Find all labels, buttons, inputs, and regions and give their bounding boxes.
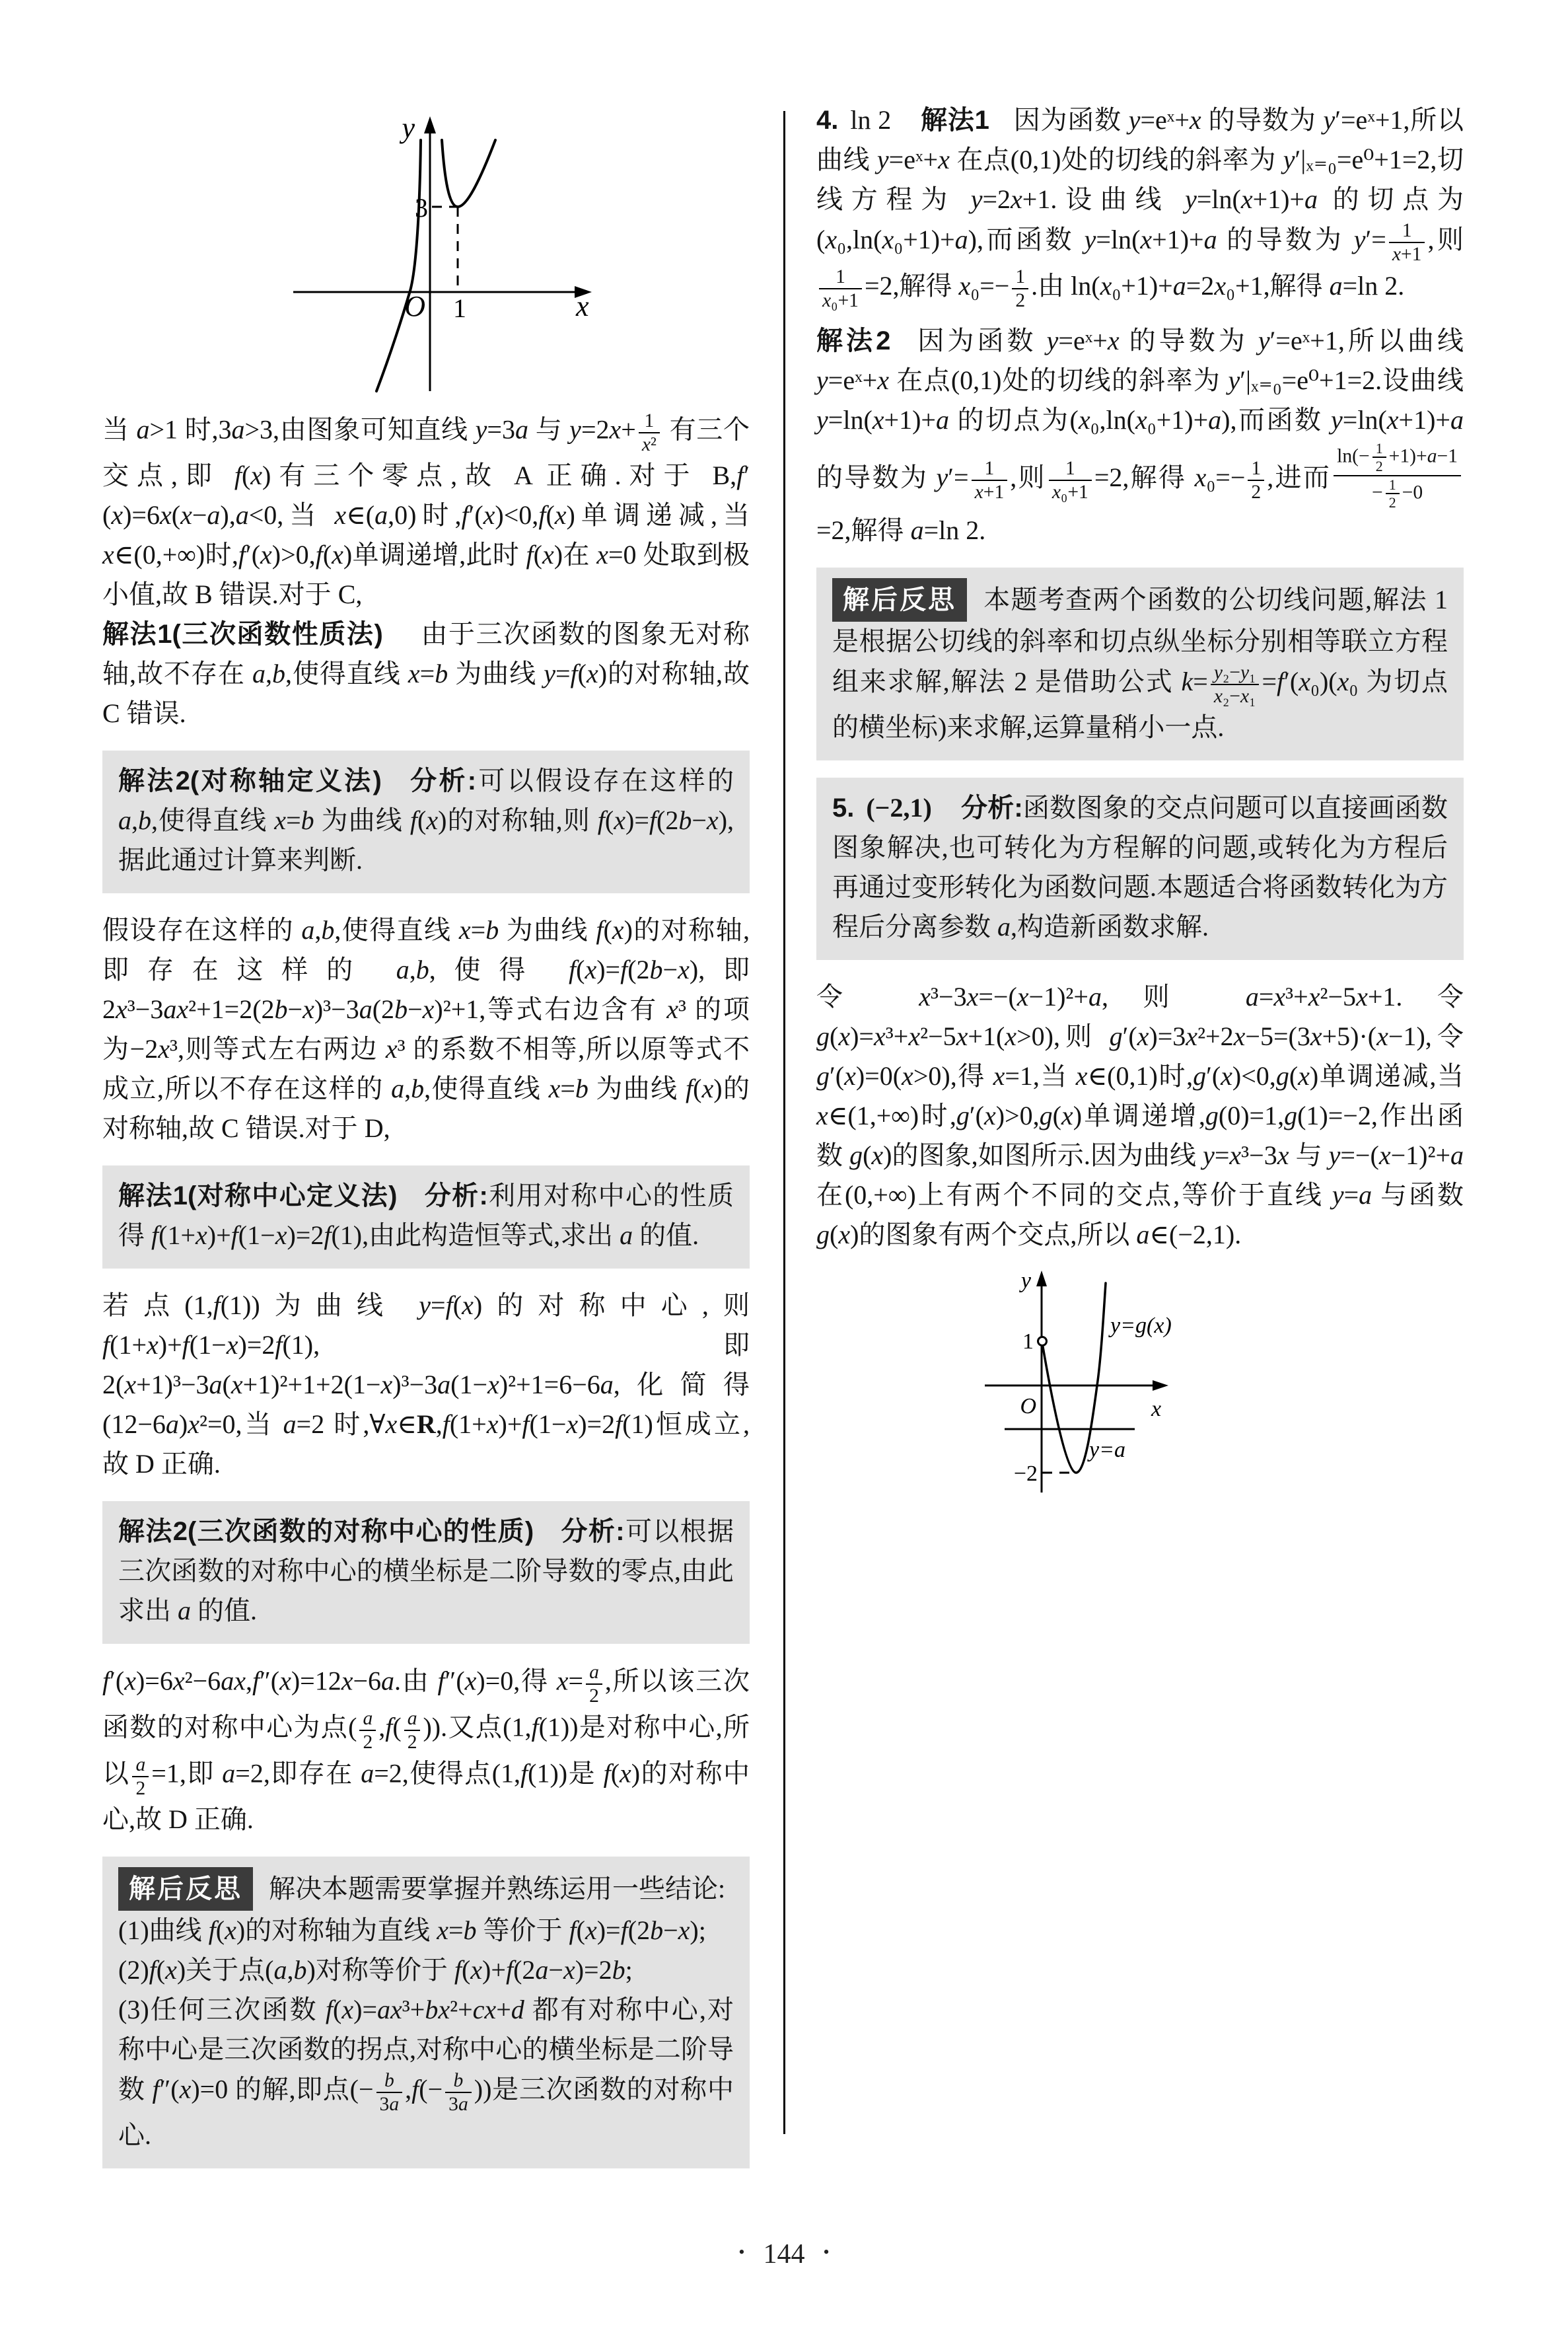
figure-2-svg [978,1267,1242,1504]
method-heading: 解法1(三次函数性质法) [102,620,383,649]
figure-cubic-and-hyperbola-graph [291,114,594,399]
question-4-solution-1 [816,100,1464,312]
reflection-intro-line [118,1867,734,1911]
analysis-text: 可以假设存在这样的 a,b,使得直线 x=b 为曲线 f(x)的对称轴,则 f(x)=f(2b−x),据此通过计算来判断. [118,766,734,875]
right-column [816,100,1464,1504]
analysis-label: 分析: [423,1181,488,1211]
figure-1-svg [291,114,594,399]
method-text: 由于三次函数的图象无对称轴,故不存在 a,b,使得直线 x=b 为曲线 y=f(x)的对称轴,故 C 错误. [102,619,750,729]
footer-dot-icon: • [738,2242,745,2262]
x-axis-label: x [1151,1396,1162,1421]
reflection-item-1: (1)曲线 f(x)的对称轴为直线 x=b 等价于 f(x)=f(2b−x); [118,1915,706,1946]
analysis-label: 分析: [408,766,477,796]
reflection-label: 解后反思 [832,578,967,622]
question-4-solution-2 [816,321,1464,550]
page-footer [0,2238,1568,2270]
question-number: 4. [816,106,839,135]
origin-label: O [1020,1393,1036,1419]
x-axis-label: x [576,290,589,322]
curve-left-branch [376,140,421,391]
reflection-label: 解后反思 [118,1867,253,1911]
question-number: 5. [832,793,855,823]
origin-label: O [404,290,425,322]
solution-paragraph-a-b: 当 a>1 时,3a>3,由图象可知直线 y=3a 与 y=2x+ $\frac{1}{\text{x²}}$ 有三个交点,即 f(x)有三个零点,故 A 正确.对于 B,f′(x)=6x(x−a),a<0,当 x∈(a,0)时,f′(x)<0,f(x)单调递减,当 x∈(0,+∞)时,f′(x)>0,f(x)单调递增,此时 f(x)在 x=0 处取到极小值,故 B 错误.对于 C, [102,410,750,610]
method-heading: 解法2(对称轴定义法) [118,766,382,796]
method-heading: 解法2 [816,326,891,356]
question-5-analysis-box [816,778,1464,960]
question-answer: (−2,1) [866,792,932,823]
reflection-box-right [816,568,1464,760]
y-axis-arrow-icon [1036,1271,1047,1286]
y-axis-arrow-icon [424,116,436,133]
curve-right-branch [442,140,495,207]
y-tick-minus-2: −2 [1013,1461,1038,1486]
method-heading: 解法2(三次函数的对称中心的性质) [118,1517,534,1547]
figure-g-of-x-graph [978,1267,1242,1504]
method-heading: 解法1(对称中心定义法) [118,1181,398,1211]
method-heading: 解法1 [920,106,989,135]
analysis-text: 利用对称中心的性质得 f(1+x)+f(1−x)=2f(1),由此构造恒等式,求出 a 的值. [118,1181,734,1251]
x-tick-1: 1 [453,293,466,323]
question-5-solution: 令 x³−3x=−(x−1)²+a,则 a=x³+x²−5x+1.令 g(x)=x³+x²−5x+1(x>0),则 g′(x)=3x²+2x−5=(3x+5)·(x−1),令 g′(x)=0(x>0),得 x=1,当 x∈(0,1)时,g′(x)<0,g(x)单调递减,当 x∈(1,+∞)时,g′(x)>0,g(x)单调递增,g(0)=1,g(1)=−2,作出函数 g(x)的图象,如图所示.因为曲线 y=x³−3x 与 y=−(x−1)²+a 在(0,+∞)上有两个不同的交点,等价于直线 y=a 与函数 g(x)的图象有两个交点,所以 a∈(−2,1). [816,981,1464,1249]
y-tick-1: 1 [1022,1329,1034,1354]
open-endpoint-marker [1038,1337,1047,1345]
analysis-text: 可以根据三次函数的对称中心的横坐标是二阶导数的零点,由此求出 a 的值. [118,1516,734,1626]
analysis-label: 分析: [560,1517,625,1547]
column-divider [783,111,785,2134]
question-answer: ln 2 [850,105,892,135]
analysis-box-center-definition [102,1165,750,1269]
y-tick-3: 3 [415,193,428,223]
solution-paragraph-method1-c [102,614,750,733]
reflection-intro: 解决本题需要掌握并熟练运用一些结论: [269,1874,726,1904]
left-column [102,86,750,2186]
analysis-box-axis-definition [102,751,750,893]
page-number: 144 [763,2239,805,2270]
y-axis-label: y [402,114,415,144]
method-text: 因为函数 y=eˣ+x 的导数为 y′=eˣ+1,所以曲线 y=eˣ+x 在点(0,1)处的切线的斜率为 y′|ₓ₌₀=e⁰+1=2,切线方程为 y=2x+1.设曲线 y=ln(x+1)+a 的切点为(x₀,ln(x₀+1)+a),而函数 y=ln(x+1)+a 的导数为 y′= $\frac{1}{x+1}$ ,则 $\frac{1}{\text{x₀+1}}$ =2,解得 x₀=− $\frac{1}{2}$ .由 ln(x₀+1)+a=2x₀+1,解得 a=ln 2. [816,105,1464,312]
analysis-text: 函数图象的交点问题可以直接画函数图象解决,也可转化为方程解的问题,或转化为方程后再通过变形转化为函数问题.本题适合将函数转化为方程后分离参数 a,构造新函数求解. [832,792,1448,941]
analysis-label: 分析: [960,793,1023,823]
footer-dot-icon: • [823,2242,830,2262]
reflection-item-3: (3)任何三次函数 f(x)=ax³+bx²+cx+d 都有对称中心,对称中心是三次函数的拐点,对称中心的横坐标是二阶导数 f″(x)=0 的解,即点(− $\frac{b}{3a}$ ,f(− $\frac{b}{3a}$ ))是三次函数的对称中心. [118,1995,734,2151]
x-axis-arrow-icon [1153,1380,1168,1391]
line-label: y=a [1089,1437,1126,1462]
reflection-box-left [102,1857,750,2168]
solution-paragraph-c: 假设存在这样的 a,b,使得直线 x=b 为曲线 f(x)的对称轴,即存在这样的 a,b,使得 f(x)=f(2b−x),即 2x³−3ax²+1=2(2b−x)³−3a(2b−x)²+1,等式右边含有 x³ 的项为−2x³,则等式左右两边 x³ 的系数不相等,所以原等式不成立,所以不存在这样的 a,b,使得直线 x=b 为曲线 f(x)的对称轴,故 C 错误.对于 D, [102,915,750,1144]
y-axis-label: y [1020,1268,1031,1293]
analysis-box-cubic-center-property [102,1501,750,1644]
solution-paragraph-d2: f′(x)=6x²−6ax,f″(x)=12x−6a.由 f″(x)=0,得 x= $\frac{a}{2}$ ,所以该三次函数的对称中心为点( $\frac{a}{2}$ ,f( $\frac{a}{2}$ )).又点(1,f(1))是对称中心,所以 $\frac{a}{2}$ =1,即 a=2,即存在 a=2,使得点(1,f(1))是 f(x)的对称中心,故 D 正确. [102,1662,750,1835]
curve-label: y=g(x) [1110,1313,1172,1338]
solution-paragraph-d1: 若点(1,f(1))为曲线 y=f(x)的对称中心,则 f(1+x)+f(1−x)=2f(1),即 2(x+1)³−3a(x+1)²+1+2(1−x)³−3a(1−x)²+1=6−6a,化简得(12−6a)x²=0,当 a=2 时,∀x∈R,f(1+x)+f(1−x)=2f(1)恒成立,故 D 正确. [102,1290,750,1479]
reflection-text: 本题考查两个函数的公切线问题,解法 1 是根据公切线的斜率和切点纵坐标分别相等联立方程组来求解,解法 2 是借助公式 k= $\frac{\text{y₂−y₁}}{\text{x₂−x₁}}$ =f′(x₀)(x₀ 为切点的横坐标)来求解,运算量稍小一点. [832,584,1448,742]
method-text: 因为函数 y=eˣ+x 的导数为 y′=eˣ+1,所以曲线 y=eˣ+x 在点(0,1)处的切线的斜率为 y′|ₓ₌₀=e⁰+1=2.设曲线 y=ln(x+1)+a 的切点为(x₀,ln(x₀+1)+a),而函数 y=ln(x+1)+a 的导数为 y′= $\frac{1}{x+1}$ ,则 $\frac{1}{\text{x₀+1}}$ =2,解得 x₀=− $\frac{1}{2}$ ,进而 ln(− $\frac{1}{2}$ +1)+a−1 − $\frac{1}{2}$ −0 =2,解得 a=ln 2. [816,326,1464,545]
reflection-item-2: (2)f(x)关于点(a,b)对称等价于 f(x)+f(2a−x)=2b; [118,1955,633,1985]
